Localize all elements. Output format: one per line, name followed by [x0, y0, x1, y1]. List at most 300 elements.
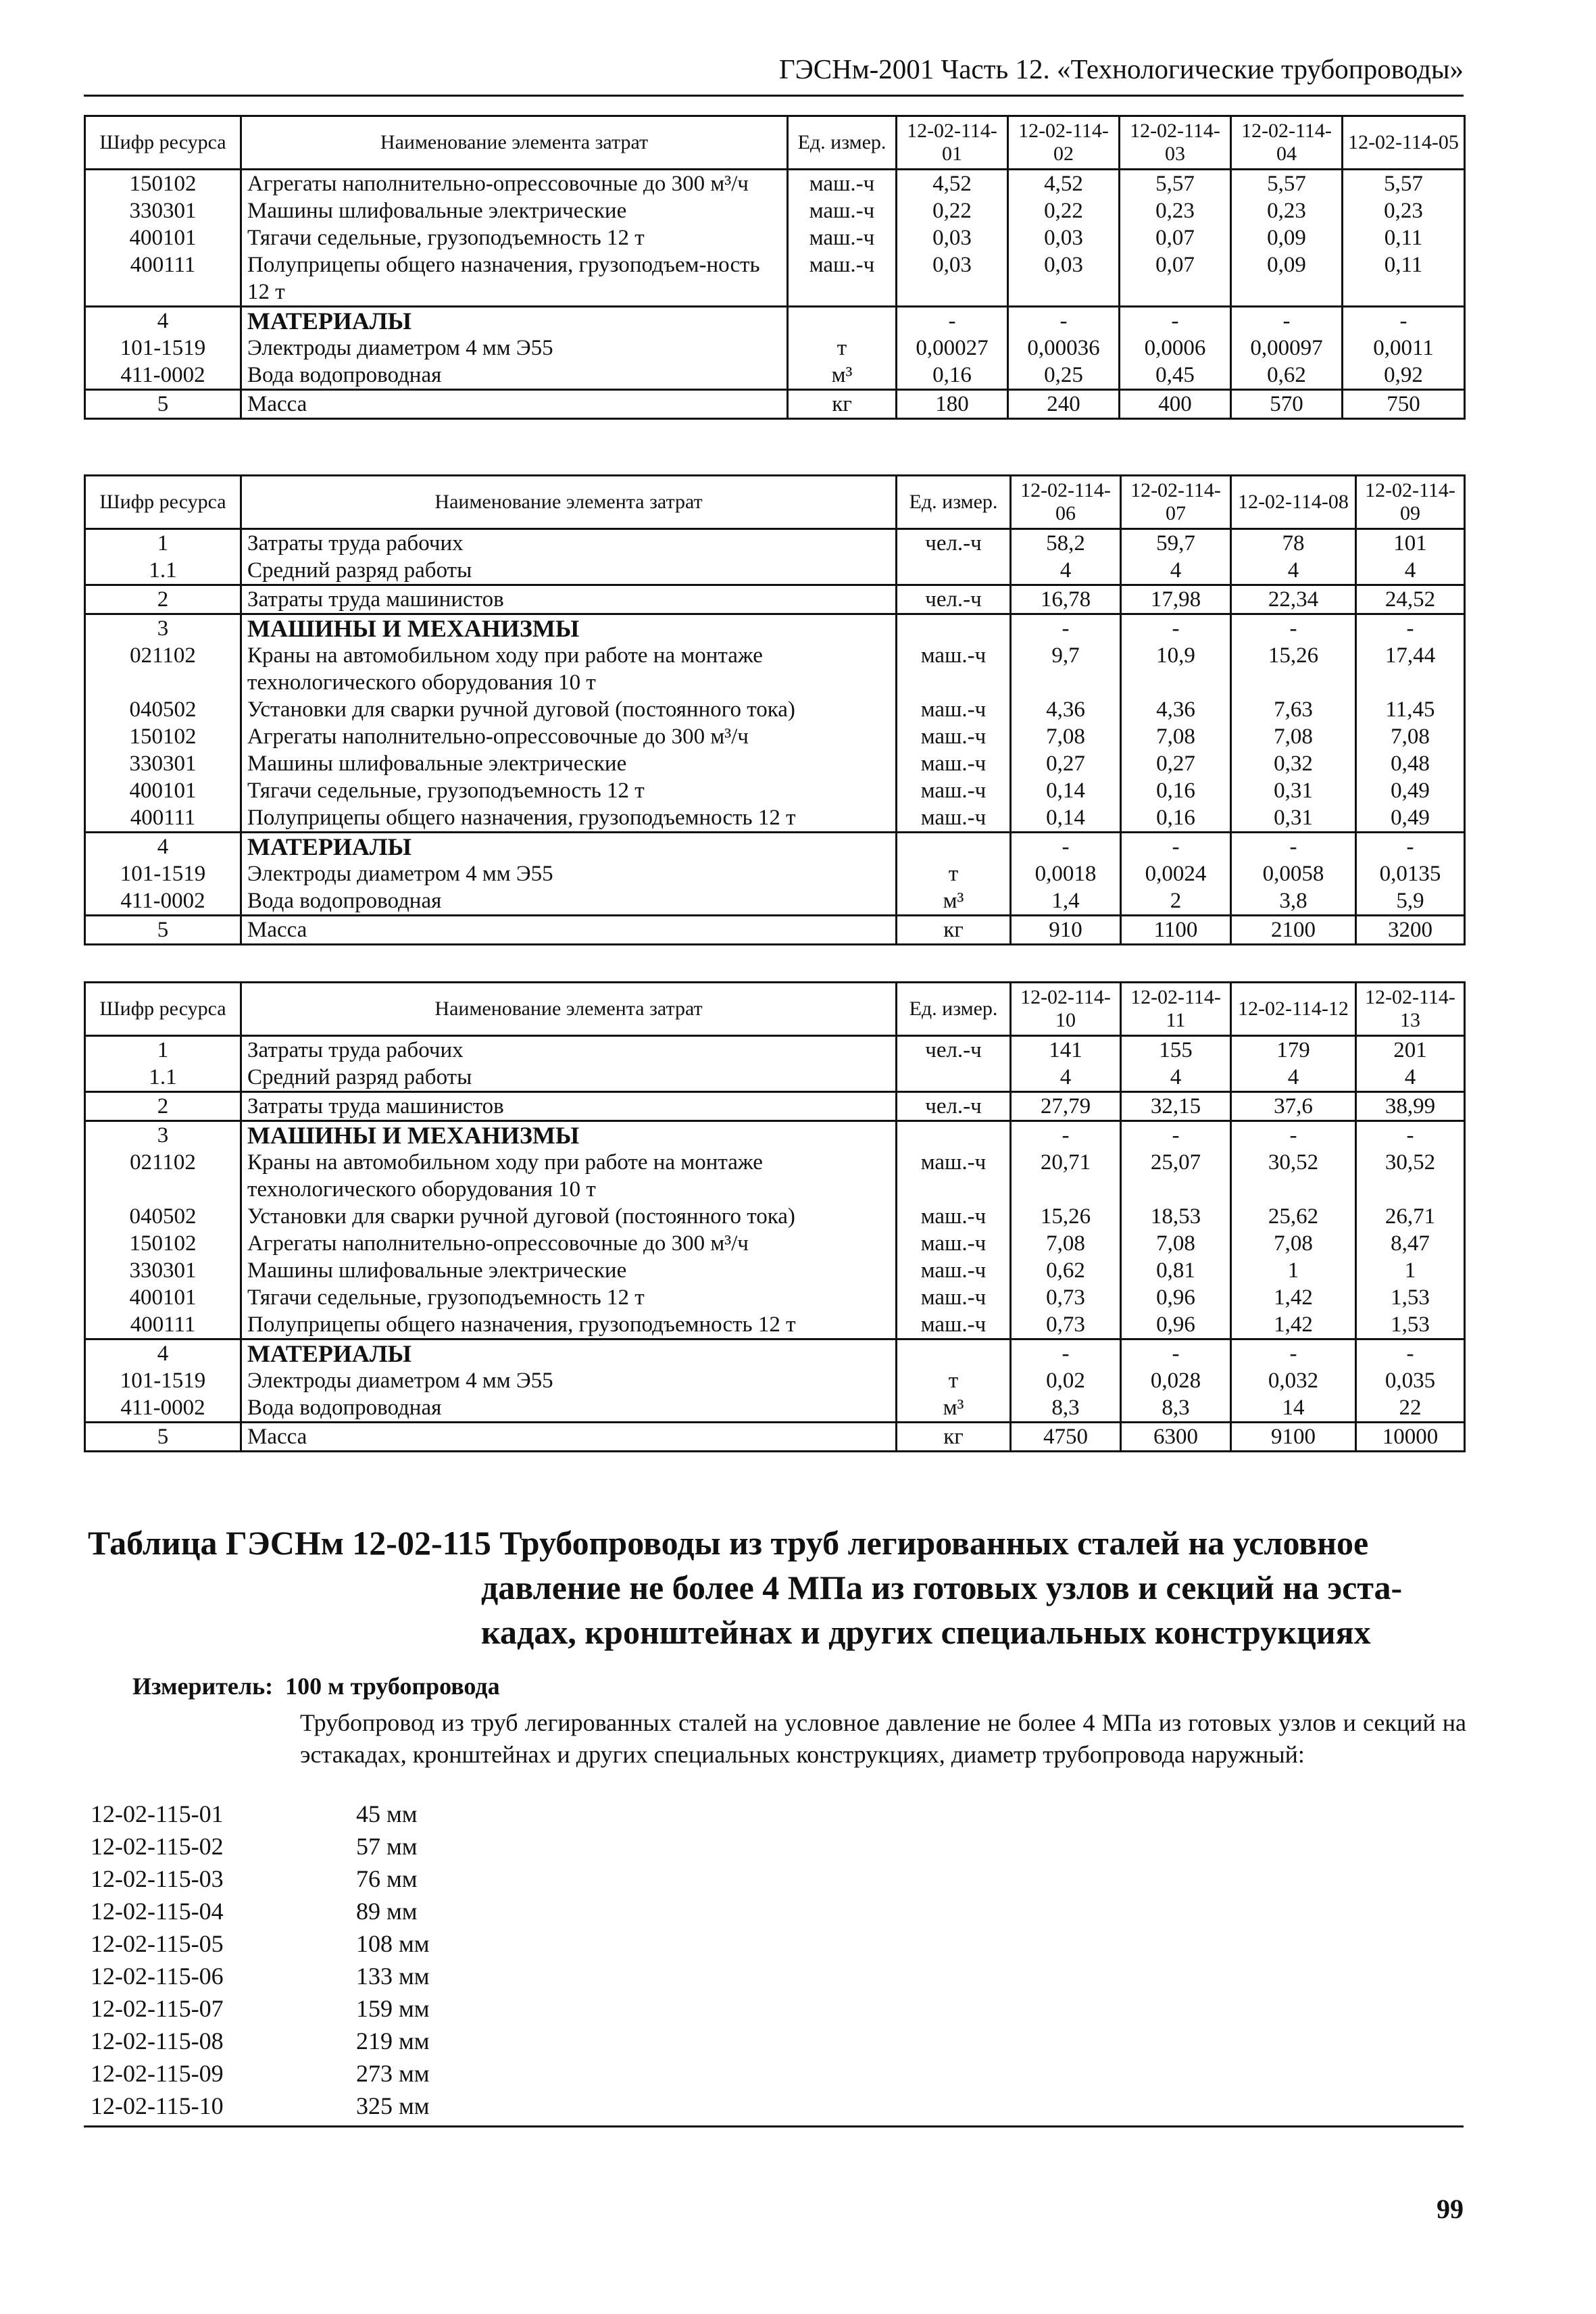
cell-value: 7,08: [1231, 723, 1356, 750]
cell-value: 0,07: [1120, 224, 1231, 251]
cell-unit: маш.-ч: [897, 1257, 1011, 1284]
cell-resource-code: 101-1519: [85, 335, 241, 362]
cell-value: -: [1231, 1121, 1356, 1150]
cell-resource-code: 150102: [85, 723, 241, 750]
cell-unit: [897, 614, 1011, 643]
cell-value: 1: [1356, 1257, 1465, 1284]
cell-unit: [897, 1064, 1011, 1092]
table-row: [85, 1149, 1465, 1203]
cell-resource-code: 400111: [85, 1311, 241, 1339]
cell-value: 4: [1356, 1064, 1465, 1092]
table-header-row: [85, 476, 1465, 529]
cell-resource-code: 411-0002: [85, 362, 241, 390]
table-header-row: [85, 116, 1465, 170]
cell-value: -: [897, 307, 1008, 335]
header-col: 12-02-114-09: [1356, 476, 1465, 529]
cell-cost-element: Машины шлифовальные электрические: [241, 1257, 897, 1284]
cell-value: 7,08: [1231, 1230, 1356, 1257]
pipe-diameter: 45 мм: [356, 1800, 418, 1827]
cell-resource-code: 400101: [85, 1284, 241, 1311]
header-unit: Ед. измер.: [897, 983, 1011, 1036]
cell-value: 0,09: [1231, 224, 1343, 251]
header-col: 12-02-114-01: [897, 116, 1008, 170]
cell-cost-element: Агрегаты наполнительно-опрессовочные до 300 м³/ч: [241, 170, 788, 198]
cell-value: 1,53: [1356, 1284, 1465, 1311]
cell-cost-element: Полуприцепы общего назначения, грузоподъемность 12 т: [241, 1311, 897, 1339]
pipe-diameter: 159 мм: [356, 1995, 430, 2022]
norm-code: 12-02-115-04: [91, 1898, 224, 1925]
cell-resource-code: 021102: [85, 1149, 241, 1203]
cell-resource-code: 400101: [85, 224, 241, 251]
cell-unit: [897, 557, 1011, 585]
pipe-diameter: 89 мм: [356, 1898, 418, 1925]
cell-value: 4: [1356, 557, 1465, 585]
list-item: [91, 1960, 430, 1992]
pipe-diameter: 219 мм: [356, 2027, 430, 2054]
cell-value: 20,71: [1011, 1149, 1121, 1203]
table-row: [85, 916, 1465, 945]
cell-value: -: [1231, 307, 1343, 335]
section-title-line: Таблица ГЭСНм 12-02-115 Трубопроводы из труб легированных сталей на условное: [88, 1524, 1369, 1562]
pipe-diameter: 325 мм: [356, 2092, 430, 2119]
header-col: 12-02-114-11: [1121, 983, 1231, 1036]
norm-code: 12-02-115-02: [91, 1833, 224, 1860]
cell-value: 2100: [1231, 916, 1356, 945]
cell-value: 16,78: [1011, 585, 1121, 614]
cell-unit: [897, 833, 1011, 861]
cell-value: 0,0018: [1011, 860, 1121, 887]
cell-cost-element: Масса: [241, 916, 897, 945]
cell-value: 7,63: [1231, 696, 1356, 723]
header-col: 12-02-114-07: [1121, 476, 1231, 529]
cell-value: 30,52: [1231, 1149, 1356, 1203]
table-row: [85, 1339, 1465, 1368]
cell-resource-code: 040502: [85, 1203, 241, 1230]
cell-unit: кг: [897, 916, 1011, 945]
bottom-rule: [84, 2125, 1464, 2127]
cell-value: 1100: [1121, 916, 1231, 945]
cell-unit: маш.-ч: [788, 251, 897, 307]
cell-value: -: [1011, 1121, 1121, 1150]
cell-value: 14: [1231, 1394, 1356, 1423]
cell-unit: м³: [788, 362, 897, 390]
cell-value: 240: [1008, 390, 1120, 419]
cell-resource-code: 3: [85, 614, 241, 643]
table-row: [85, 170, 1465, 198]
cell-value: 8,3: [1011, 1394, 1121, 1423]
cell-value: 5,57: [1231, 170, 1343, 198]
cell-unit: т: [788, 335, 897, 362]
cell-resource-code: 411-0002: [85, 1394, 241, 1423]
cell-value: 0,03: [897, 251, 1008, 307]
cell-resource-code: 5: [85, 916, 241, 945]
resource-table-2: [84, 474, 1466, 945]
cell-value: -: [1011, 833, 1121, 861]
cell-value: 0,31: [1231, 777, 1356, 804]
cell-cost-element: Электроды диаметром 4 мм Э55: [241, 335, 788, 362]
list-item: [91, 1863, 430, 1895]
table-row: [85, 887, 1465, 916]
table-row: [85, 390, 1465, 419]
table-row: [85, 1311, 1465, 1339]
measure-label: Измеритель:: [132, 1673, 274, 1700]
cell-value: 22: [1356, 1394, 1465, 1423]
header-name: Наименование элемента затрат: [241, 983, 897, 1036]
cell-unit: м³: [897, 887, 1011, 916]
measure-value: 100 м трубопровода: [285, 1673, 500, 1700]
cell-cost-element: Электроды диаметром 4 мм Э55: [241, 860, 897, 887]
cell-value: 0,00097: [1231, 335, 1343, 362]
cell-cost-element: Агрегаты наполнительно-опрессовочные до 300 м³/ч: [241, 723, 897, 750]
list-item: [91, 1830, 430, 1863]
table-row: [85, 197, 1465, 224]
cell-unit: чел.-ч: [897, 529, 1011, 558]
cell-value: 4,52: [897, 170, 1008, 198]
cell-cost-element: Вода водопроводная: [241, 887, 897, 916]
cell-value: 0,032: [1231, 1367, 1356, 1394]
cell-value: -: [1356, 1339, 1465, 1368]
cell-cost-element: Машины шлифовальные электрические: [241, 750, 897, 777]
pipe-diameter: 57 мм: [356, 1833, 418, 1860]
cell-value: 0,0024: [1121, 860, 1231, 887]
cell-value: 0,0011: [1343, 335, 1465, 362]
cell-value: 0,27: [1011, 750, 1121, 777]
cell-value: 4: [1011, 557, 1121, 585]
cell-value: 4750: [1011, 1423, 1121, 1452]
cell-resource-code: 2: [85, 585, 241, 614]
cell-value: 7,08: [1356, 723, 1465, 750]
cell-value: 1: [1231, 1257, 1356, 1284]
cell-value: 0,96: [1121, 1311, 1231, 1339]
cell-value: 0,96: [1121, 1284, 1231, 1311]
cell-value: 27,79: [1011, 1092, 1121, 1121]
header-name: Наименование элемента затрат: [241, 476, 897, 529]
cell-cost-element: Затраты труда машинистов: [241, 1092, 897, 1121]
header-unit: Ед. измер.: [897, 476, 1011, 529]
table-row: [85, 1230, 1465, 1257]
cell-value: 0,23: [1343, 197, 1465, 224]
cell-value: 26,71: [1356, 1203, 1465, 1230]
cell-resource-code: 400111: [85, 251, 241, 307]
cell-value: -: [1011, 614, 1121, 643]
cell-cost-element: Тягачи седельные, грузоподъемность 12 т: [241, 777, 897, 804]
cell-value: -: [1356, 614, 1465, 643]
cell-value: 0,11: [1343, 224, 1465, 251]
cell-value: 0,02: [1011, 1367, 1121, 1394]
cell-value: -: [1343, 307, 1465, 335]
cell-value: 4: [1231, 557, 1356, 585]
cell-value: 8,47: [1356, 1230, 1465, 1257]
cell-cost-element: Машины шлифовальные электрические: [241, 197, 788, 224]
cell-resource-code: 021102: [85, 642, 241, 696]
cell-value: 180: [897, 390, 1008, 419]
cell-value: 4: [1231, 1064, 1356, 1092]
cell-value: 0,028: [1121, 1367, 1231, 1394]
table-row: [85, 1203, 1465, 1230]
cell-value: 0,03: [1008, 224, 1120, 251]
cell-value: 4,36: [1121, 696, 1231, 723]
header-rule: [84, 95, 1464, 97]
cell-value: 179: [1231, 1036, 1356, 1064]
cell-value: 1,42: [1231, 1284, 1356, 1311]
pipe-diameter: 133 мм: [356, 1963, 430, 1990]
cell-value: 0,22: [1008, 197, 1120, 224]
cell-value: 0,00036: [1008, 335, 1120, 362]
cell-value: 0,14: [1011, 804, 1121, 833]
list-item: [91, 2057, 430, 2090]
cell-value: 4,52: [1008, 170, 1120, 198]
cell-resource-code: 330301: [85, 750, 241, 777]
cell-value: 0,22: [897, 197, 1008, 224]
table-row: [85, 1092, 1465, 1121]
cell-value: 9,7: [1011, 642, 1121, 696]
list-item: [91, 2090, 430, 2122]
cell-value: 5,9: [1356, 887, 1465, 916]
header-col: 12-02-114-02: [1008, 116, 1120, 170]
header-col: 12-02-114-08: [1231, 476, 1356, 529]
cell-value: 0,23: [1120, 197, 1231, 224]
cell-unit: чел.-ч: [897, 1036, 1011, 1064]
cell-value: 32,15: [1121, 1092, 1231, 1121]
cell-resource-code: 4: [85, 833, 241, 861]
norm-code: 12-02-115-03: [91, 1865, 224, 1892]
cell-value: 0,14: [1011, 777, 1121, 804]
cell-cost-element: Затраты труда рабочих: [241, 1036, 897, 1064]
cell-value: 30,52: [1356, 1149, 1465, 1203]
cell-cost-element: Масса: [241, 1423, 897, 1452]
cell-resource-code: 3: [85, 1121, 241, 1150]
cell-unit: маш.-ч: [788, 170, 897, 198]
running-header: ГЭСНм-2001 Часть 12. «Технологические трубопроводы»: [778, 53, 1464, 84]
cell-value: 3200: [1356, 916, 1465, 945]
cell-value: 0,62: [1011, 1257, 1121, 1284]
cell-value: -: [1121, 833, 1231, 861]
cell-value: 0,49: [1356, 777, 1465, 804]
norm-code: 12-02-115-09: [91, 2060, 224, 2087]
cell-unit: маш.-ч: [788, 197, 897, 224]
cell-value: 1,42: [1231, 1311, 1356, 1339]
cell-value: 5,57: [1343, 170, 1465, 198]
cell-value: 155: [1121, 1036, 1231, 1064]
cell-resource-code: 2: [85, 1092, 241, 1121]
cell-value: 0,81: [1121, 1257, 1231, 1284]
cell-cost-element: МАТЕРИАЛЫ: [241, 307, 788, 335]
cell-value: 24,52: [1356, 585, 1465, 614]
cell-cost-element: Затраты труда машинистов: [241, 585, 897, 614]
table-row: [85, 1367, 1465, 1394]
table-row: [85, 1036, 1465, 1064]
pipe-diameter: 273 мм: [356, 2060, 430, 2087]
cell-value: -: [1356, 833, 1465, 861]
cell-value: 7,08: [1121, 1230, 1231, 1257]
cell-value: 25,62: [1231, 1203, 1356, 1230]
cell-resource-code: 1: [85, 529, 241, 558]
header-col: 12-02-114-13: [1356, 983, 1465, 1036]
measure-line: [132, 1672, 500, 1700]
list-item: [91, 1895, 430, 1927]
cell-value: 0,11: [1343, 251, 1465, 307]
cell-value: 0,07: [1120, 251, 1231, 307]
cell-value: -: [1121, 1339, 1231, 1368]
cell-value: 0,0058: [1231, 860, 1356, 887]
cell-resource-code: 1: [85, 1036, 241, 1064]
table-row: [85, 723, 1465, 750]
cell-value: 141: [1011, 1036, 1121, 1064]
cell-unit: маш.-ч: [897, 804, 1011, 833]
cell-unit: маш.-ч: [897, 1230, 1011, 1257]
table-row: [85, 833, 1465, 861]
cell-value: -: [1356, 1121, 1465, 1150]
section-title-line: давление не более 4 МПа из готовых узлов и секций на эста-: [481, 1569, 1403, 1606]
header-name: Наименование элемента затрат: [241, 116, 788, 170]
cell-resource-code: 4: [85, 307, 241, 335]
table-row: [85, 750, 1465, 777]
pipe-diameter: 108 мм: [356, 1930, 430, 1957]
table-row: [85, 1423, 1465, 1452]
cell-value: 0,03: [897, 224, 1008, 251]
cell-value: 58,2: [1011, 529, 1121, 558]
cell-value: 5,57: [1120, 170, 1231, 198]
cell-value: 4: [1121, 1064, 1231, 1092]
header-col: 12-02-114-03: [1120, 116, 1231, 170]
cell-unit: [788, 307, 897, 335]
cell-unit: [897, 1339, 1011, 1368]
cell-value: 18,53: [1121, 1203, 1231, 1230]
cell-value: -: [1120, 307, 1231, 335]
table-row: [85, 529, 1465, 558]
cell-unit: маш.-ч: [897, 777, 1011, 804]
cell-unit: маш.-ч: [897, 696, 1011, 723]
section-title-line: кадах, кронштейнах и других специальных конструкциях: [481, 1613, 1371, 1651]
cell-value: 201: [1356, 1036, 1465, 1064]
cell-resource-code: 101-1519: [85, 1367, 241, 1394]
table-row: [85, 642, 1465, 696]
header-col: 12-02-114-05: [1343, 116, 1465, 170]
resource-table-1: [84, 115, 1466, 420]
norm-code: 12-02-115-08: [91, 2027, 224, 2054]
list-item: [91, 2025, 430, 2057]
cell-value: 0,16: [1121, 777, 1231, 804]
cell-value: 1,4: [1011, 887, 1121, 916]
pipe-diameter: 76 мм: [356, 1865, 418, 1892]
cell-value: 10000: [1356, 1423, 1465, 1452]
cell-cost-element: Средний разряд работы: [241, 557, 897, 585]
cell-value: 3,8: [1231, 887, 1356, 916]
cell-cost-element: Установки для сварки ручной дуговой (постоянного тока): [241, 696, 897, 723]
cell-value: -: [1008, 307, 1120, 335]
table-row: [85, 585, 1465, 614]
cell-value: 0,16: [897, 362, 1008, 390]
cell-value: 15,26: [1011, 1203, 1121, 1230]
table-row: [85, 251, 1465, 307]
cell-value: 0,09: [1231, 251, 1343, 307]
cell-value: 0,23: [1231, 197, 1343, 224]
cell-unit: чел.-ч: [897, 1092, 1011, 1121]
cell-unit: м³: [897, 1394, 1011, 1423]
cell-value: -: [1231, 833, 1356, 861]
cell-value: 0,00027: [897, 335, 1008, 362]
norm-code: 12-02-115-05: [91, 1930, 224, 1957]
cell-unit: маш.-ч: [897, 642, 1011, 696]
list-item: [91, 1927, 430, 1960]
table-row: [85, 1064, 1465, 1092]
cell-value: 0,035: [1356, 1367, 1465, 1394]
cell-value: 10,9: [1121, 642, 1231, 696]
diameter-list: [91, 1798, 430, 2122]
table-row: [85, 1284, 1465, 1311]
list-item: [91, 1992, 430, 2025]
cell-value: 910: [1011, 916, 1121, 945]
cell-value: 0,0135: [1356, 860, 1465, 887]
cell-value: 101: [1356, 529, 1465, 558]
cell-value: 0,25: [1008, 362, 1120, 390]
cell-value: 570: [1231, 390, 1343, 419]
cell-value: -: [1231, 614, 1356, 643]
cell-value: 22,34: [1231, 585, 1356, 614]
table-header-row: [85, 983, 1465, 1036]
cell-value: -: [1121, 614, 1231, 643]
cell-unit: маш.-ч: [897, 723, 1011, 750]
cell-value: 0,73: [1011, 1311, 1121, 1339]
resource-table-3: [84, 981, 1466, 1452]
cell-value: 59,7: [1121, 529, 1231, 558]
cell-value: 0,92: [1343, 362, 1465, 390]
norm-code: 12-02-115-10: [91, 2092, 224, 2119]
header-code: Шифр ресурса: [85, 983, 241, 1036]
cell-cost-element: МАШИНЫ И МЕХАНИЗМЫ: [241, 1121, 897, 1150]
cell-value: 17,44: [1356, 642, 1465, 696]
cell-unit: чел.-ч: [897, 585, 1011, 614]
header-col: 12-02-114-12: [1231, 983, 1356, 1036]
cell-value: 7,08: [1121, 723, 1231, 750]
cell-value: 8,3: [1121, 1394, 1231, 1423]
cell-cost-element: Установки для сварки ручной дуговой (постоянного тока): [241, 1203, 897, 1230]
table-row: [85, 335, 1465, 362]
cell-value: 6300: [1121, 1423, 1231, 1452]
cell-value: 0,16: [1121, 804, 1231, 833]
cell-cost-element: Вода водопроводная: [241, 362, 788, 390]
cell-cost-element: Тягачи седельные, грузоподъемность 12 т: [241, 1284, 897, 1311]
cell-resource-code: 101-1519: [85, 860, 241, 887]
cell-cost-element: Тягачи седельные, грузоподъемность 12 т: [241, 224, 788, 251]
cell-resource-code: 400101: [85, 777, 241, 804]
cell-resource-code: 4: [85, 1339, 241, 1368]
header-col: 12-02-114-04: [1231, 116, 1343, 170]
cell-value: 7,08: [1011, 1230, 1121, 1257]
table-row: [85, 1121, 1465, 1150]
cell-cost-element: Электроды диаметром 4 мм Э55: [241, 1367, 897, 1394]
cell-value: 0,62: [1231, 362, 1343, 390]
cell-value: 37,6: [1231, 1092, 1356, 1121]
cell-value: 7,08: [1011, 723, 1121, 750]
cell-unit: маш.-ч: [897, 1311, 1011, 1339]
table-row: [85, 362, 1465, 390]
header-unit: Ед. измер.: [788, 116, 897, 170]
description: Трубопровод из труб легированных сталей на условное давление не более 4 МПа из готовых узлов и секций на эстакадах, кронштейнах и других специальных конструкциях, диаметр трубопровода наружный:: [300, 1709, 1466, 1768]
table-row: [85, 224, 1465, 251]
cell-resource-code: 400111: [85, 804, 241, 833]
cell-value: 78: [1231, 529, 1356, 558]
cell-resource-code: 411-0002: [85, 887, 241, 916]
cell-cost-element: МАТЕРИАЛЫ: [241, 1339, 897, 1368]
cell-cost-element: Краны на автомобильном ходу при работе на монтаже технологического оборудования 10 т: [241, 1149, 897, 1203]
header-col: 12-02-114-06: [1011, 476, 1121, 529]
norm-code: 12-02-115-01: [91, 1800, 224, 1827]
header-code: Шифр ресурса: [85, 476, 241, 529]
list-item: [91, 1798, 430, 1830]
cell-value: 0,0006: [1120, 335, 1231, 362]
cell-value: 9100: [1231, 1423, 1356, 1452]
